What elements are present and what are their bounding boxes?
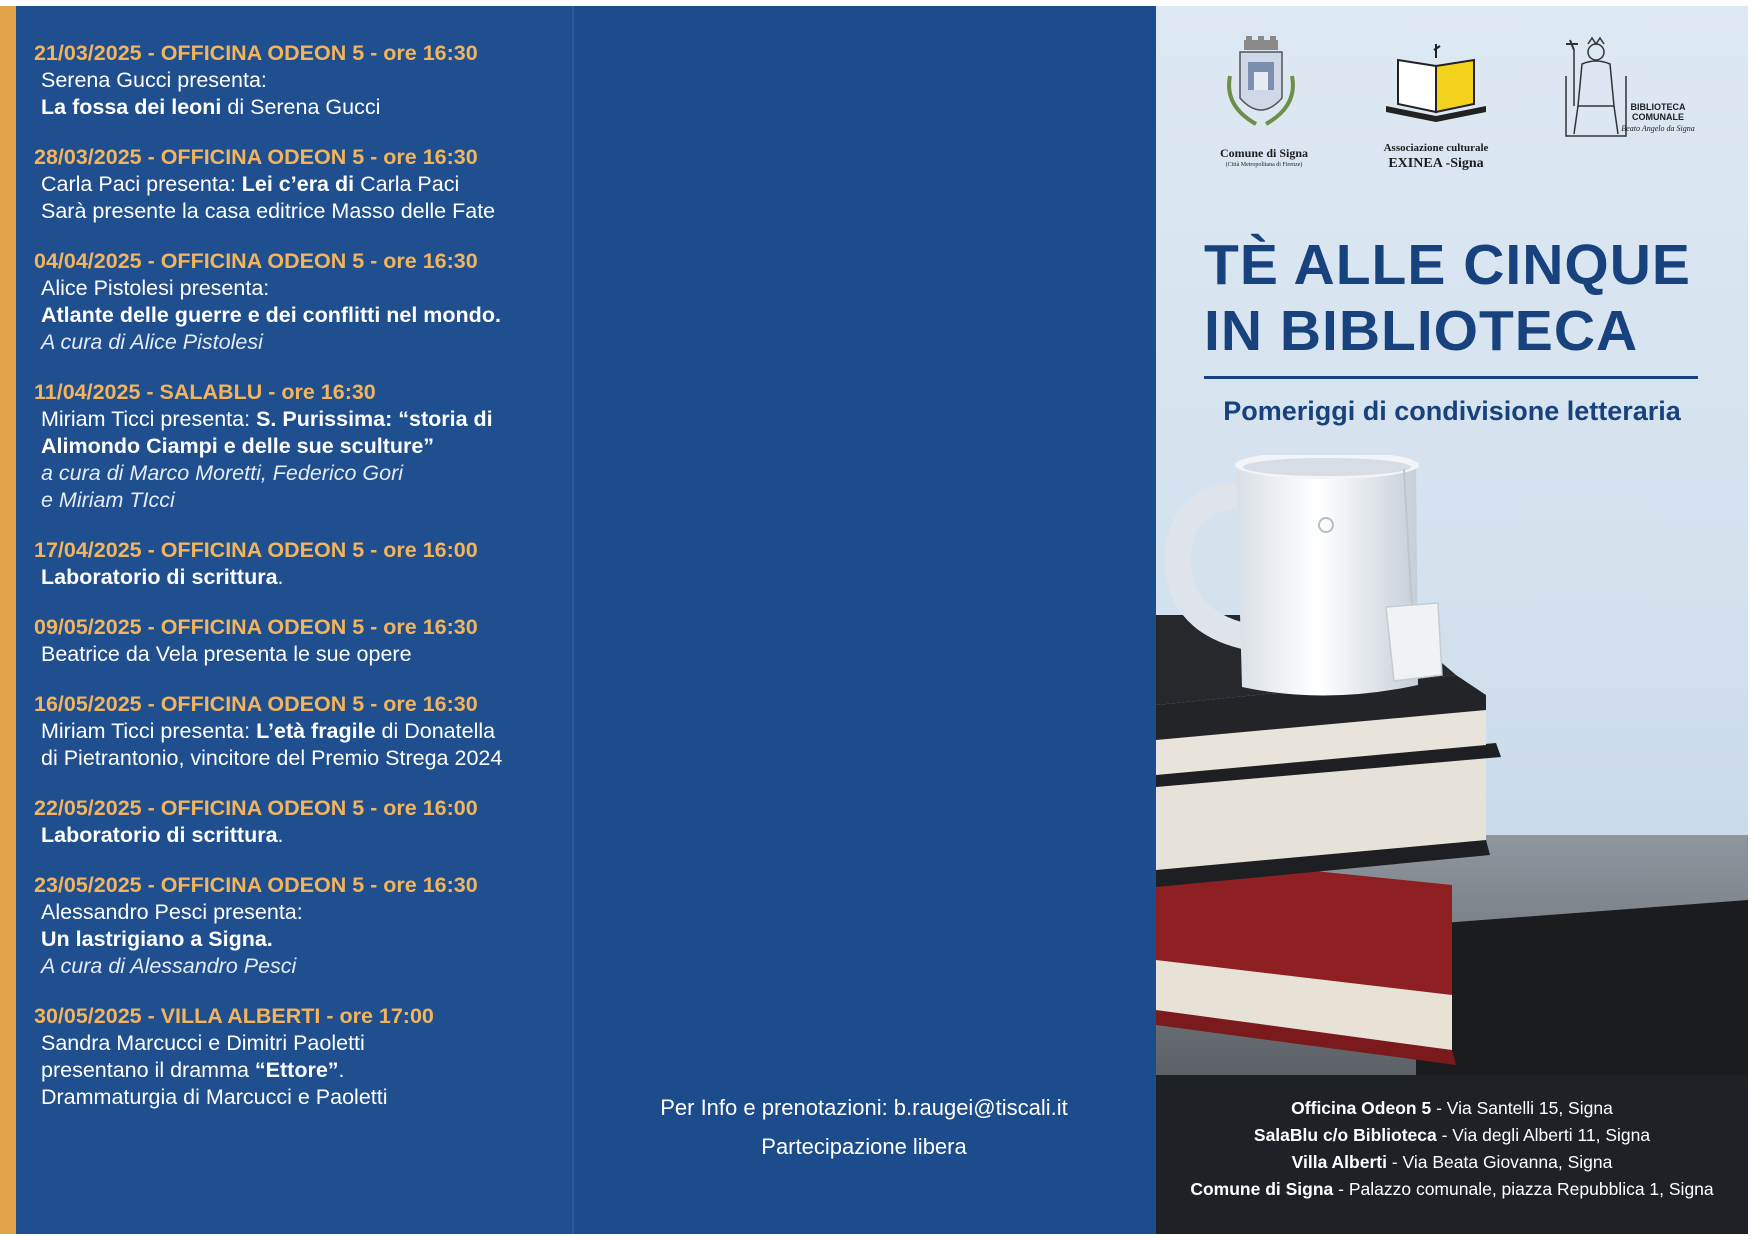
- venue-text: - Via Santelli 15, Signa: [1431, 1098, 1613, 1118]
- event-text: Miriam Ticci presenta:: [41, 407, 257, 431]
- comune-name: Comune di Signa: [1219, 146, 1309, 160]
- event-item: [34, 872, 564, 980]
- middle-panel: [572, 6, 1156, 1234]
- event-item: [34, 40, 564, 121]
- bib-line-2: COMUNALE: [1632, 112, 1684, 122]
- event-header: 21/03/2025 - OFFICINA ODEON 5 - ore 16:30: [34, 41, 478, 65]
- event-header: 28/03/2025 - OFFICINA ODEON 5 - ore 16:30: [34, 145, 478, 169]
- event-text: Lei c’era di: [241, 172, 355, 196]
- event-line: [34, 460, 564, 487]
- event-header: 22/05/2025 - OFFICINA ODEON 5 - ore 16:00: [34, 796, 478, 820]
- fold-line: [572, 6, 574, 1234]
- comune-sub: (Città Metropolitana di Firenze): [1225, 162, 1303, 168]
- venue-line: [1156, 1122, 1748, 1149]
- event-line: [34, 487, 564, 514]
- venue-text: Officina Odeon 5: [1291, 1098, 1432, 1118]
- event-text: presentano il dramma: [41, 1058, 255, 1082]
- event-line: [34, 302, 564, 329]
- event-item: [34, 795, 564, 849]
- venue-line: [1156, 1149, 1748, 1176]
- event-line: [34, 198, 564, 225]
- event-line: [34, 926, 564, 953]
- event-text: Serena Gucci presenta:: [41, 68, 267, 92]
- event-text: L’età fragile: [256, 719, 376, 743]
- event-text: Laboratorio di scrittura: [41, 823, 278, 847]
- event-text: a cura di Marco Moretti, Federico Gori: [41, 461, 404, 485]
- event-item: [34, 537, 564, 591]
- venue-text: SalaBlu c/o Biblioteca: [1253, 1125, 1437, 1145]
- event-item: [34, 144, 564, 225]
- event-text: Atlante delle guerre e dei conflitti nel mondo.: [41, 303, 501, 327]
- venue-text: - Via Beata Giovanna, Signa: [1386, 1152, 1613, 1172]
- venue-text: - Via degli Alberti 11, Signa: [1436, 1125, 1651, 1145]
- venue-line: [1156, 1095, 1748, 1122]
- event-text: S. Purissima: “storia di: [256, 407, 493, 431]
- event-line: [34, 564, 564, 591]
- event-text: “Ettore”: [254, 1058, 339, 1082]
- venue-text: Villa Alberti: [1291, 1152, 1387, 1172]
- event-text: Carla Paci presenta:: [41, 172, 242, 196]
- event-text: La fossa dei leoni: [41, 95, 222, 119]
- title-line-2: IN BIBLIOTECA: [1204, 299, 1639, 363]
- event-item: [34, 248, 564, 356]
- event-header: 17/04/2025 - OFFICINA ODEON 5 - ore 16:00: [34, 538, 478, 562]
- event-header: 09/05/2025 - OFFICINA ODEON 5 - ore 16:30: [34, 615, 478, 639]
- event-header: 16/05/2025 - OFFICINA ODEON 5 - ore 16:30: [34, 692, 478, 716]
- cover-title: [1204, 232, 1724, 364]
- event-text: di Serena Gucci: [221, 95, 381, 119]
- event-line: [34, 953, 564, 980]
- event-text: .: [338, 1058, 345, 1082]
- event-text: Miriam Ticci presenta:: [41, 719, 257, 743]
- event-header: 23/05/2025 - OFFICINA ODEON 5 - ore 16:30: [34, 873, 478, 897]
- event-line: [34, 94, 564, 121]
- event-text: Laboratorio di scrittura: [41, 565, 278, 589]
- event-line: [34, 171, 564, 198]
- bib-line-3: Beato Angelo da Signa: [1621, 124, 1695, 133]
- event-text: Beatrice da Vela presenta le sue opere: [41, 642, 412, 666]
- event-line: [34, 1030, 564, 1057]
- event-text: Un lastrigiano a Signa.: [41, 927, 273, 951]
- mug-on-books-illustration: [1156, 455, 1748, 1075]
- event-line: [34, 899, 564, 926]
- event-header: 04/04/2025 - OFFICINA ODEON 5 - ore 16:30: [34, 249, 478, 273]
- event-text: e Miriam TIcci: [41, 488, 175, 512]
- event-text: Alice Pistolesi presenta:: [41, 276, 270, 300]
- event-text: .: [277, 565, 284, 589]
- event-item: [34, 379, 564, 514]
- event-line: [34, 329, 564, 356]
- event-line: [34, 641, 564, 668]
- event-item: [34, 614, 564, 668]
- event-text: di Pietrantonio, vincitore del Premio Strega 2024: [41, 746, 503, 770]
- event-line: [34, 406, 564, 433]
- title-line-1: TÈ ALLE CINQUE: [1204, 233, 1691, 297]
- event-text: Sarà presente la casa editrice Masso delle Fate: [41, 199, 496, 223]
- event-text: Sandra Marcucci e Dimitri Paoletti: [41, 1031, 365, 1055]
- event-text: di Donatella: [375, 719, 496, 743]
- event-item: [34, 691, 564, 772]
- event-list: [34, 40, 564, 1134]
- contact-text: Per Info e prenotazioni: b.raugei@tiscali.it: [660, 1095, 1068, 1120]
- event-header: 11/04/2025 - SALABLU - ore 16:30: [34, 380, 376, 404]
- venue-text: Comune di Signa: [1190, 1179, 1334, 1199]
- event-line: [34, 433, 564, 460]
- bib-line-1: BIBLIOTECA: [1630, 102, 1686, 112]
- event-line: [34, 1057, 564, 1084]
- logo-row: [1156, 36, 1748, 186]
- comune-crest-icon: [1216, 36, 1306, 136]
- gold-edge-strip: [0, 6, 16, 1234]
- event-line: [34, 718, 564, 745]
- open-book-icon: [1376, 44, 1496, 124]
- event-text: .: [277, 823, 284, 847]
- event-line: [34, 1084, 564, 1111]
- title-rule: [1204, 376, 1698, 379]
- venue-line: [1156, 1176, 1748, 1203]
- cover-subtitle: Pomeriggi di condivisione letteraria: [1223, 396, 1681, 426]
- event-text: Drammaturgia di Marcucci e Paoletti: [41, 1085, 388, 1109]
- venue-text: - Palazzo comunale, piazza Repubblica 1, Signa: [1333, 1179, 1714, 1199]
- event-text: Carla Paci: [354, 172, 460, 196]
- event-text: Alimondo Ciampi e delle sue sculture”: [41, 434, 435, 458]
- assoc-line-1: Associazione culturale: [1383, 142, 1489, 154]
- event-text: A cura di Alice Pistolesi: [41, 330, 263, 354]
- venue-list: [1156, 1075, 1748, 1234]
- event-line: [34, 822, 564, 849]
- event-header: 30/05/2025 - VILLA ALBERTI - ore 17:00: [34, 1004, 434, 1028]
- event-line: [34, 275, 564, 302]
- event-line: [34, 67, 564, 94]
- info-block: [572, 1088, 1156, 1166]
- assoc-line-2: EXINEA -Signa: [1388, 156, 1484, 171]
- participation-text: Partecipazione libera: [761, 1134, 967, 1159]
- event-text: A cura di Alessandro Pesci: [41, 954, 297, 978]
- event-text: Alessandro Pesci presenta:: [41, 900, 303, 924]
- event-line: [34, 745, 564, 772]
- event-item: [34, 1003, 564, 1111]
